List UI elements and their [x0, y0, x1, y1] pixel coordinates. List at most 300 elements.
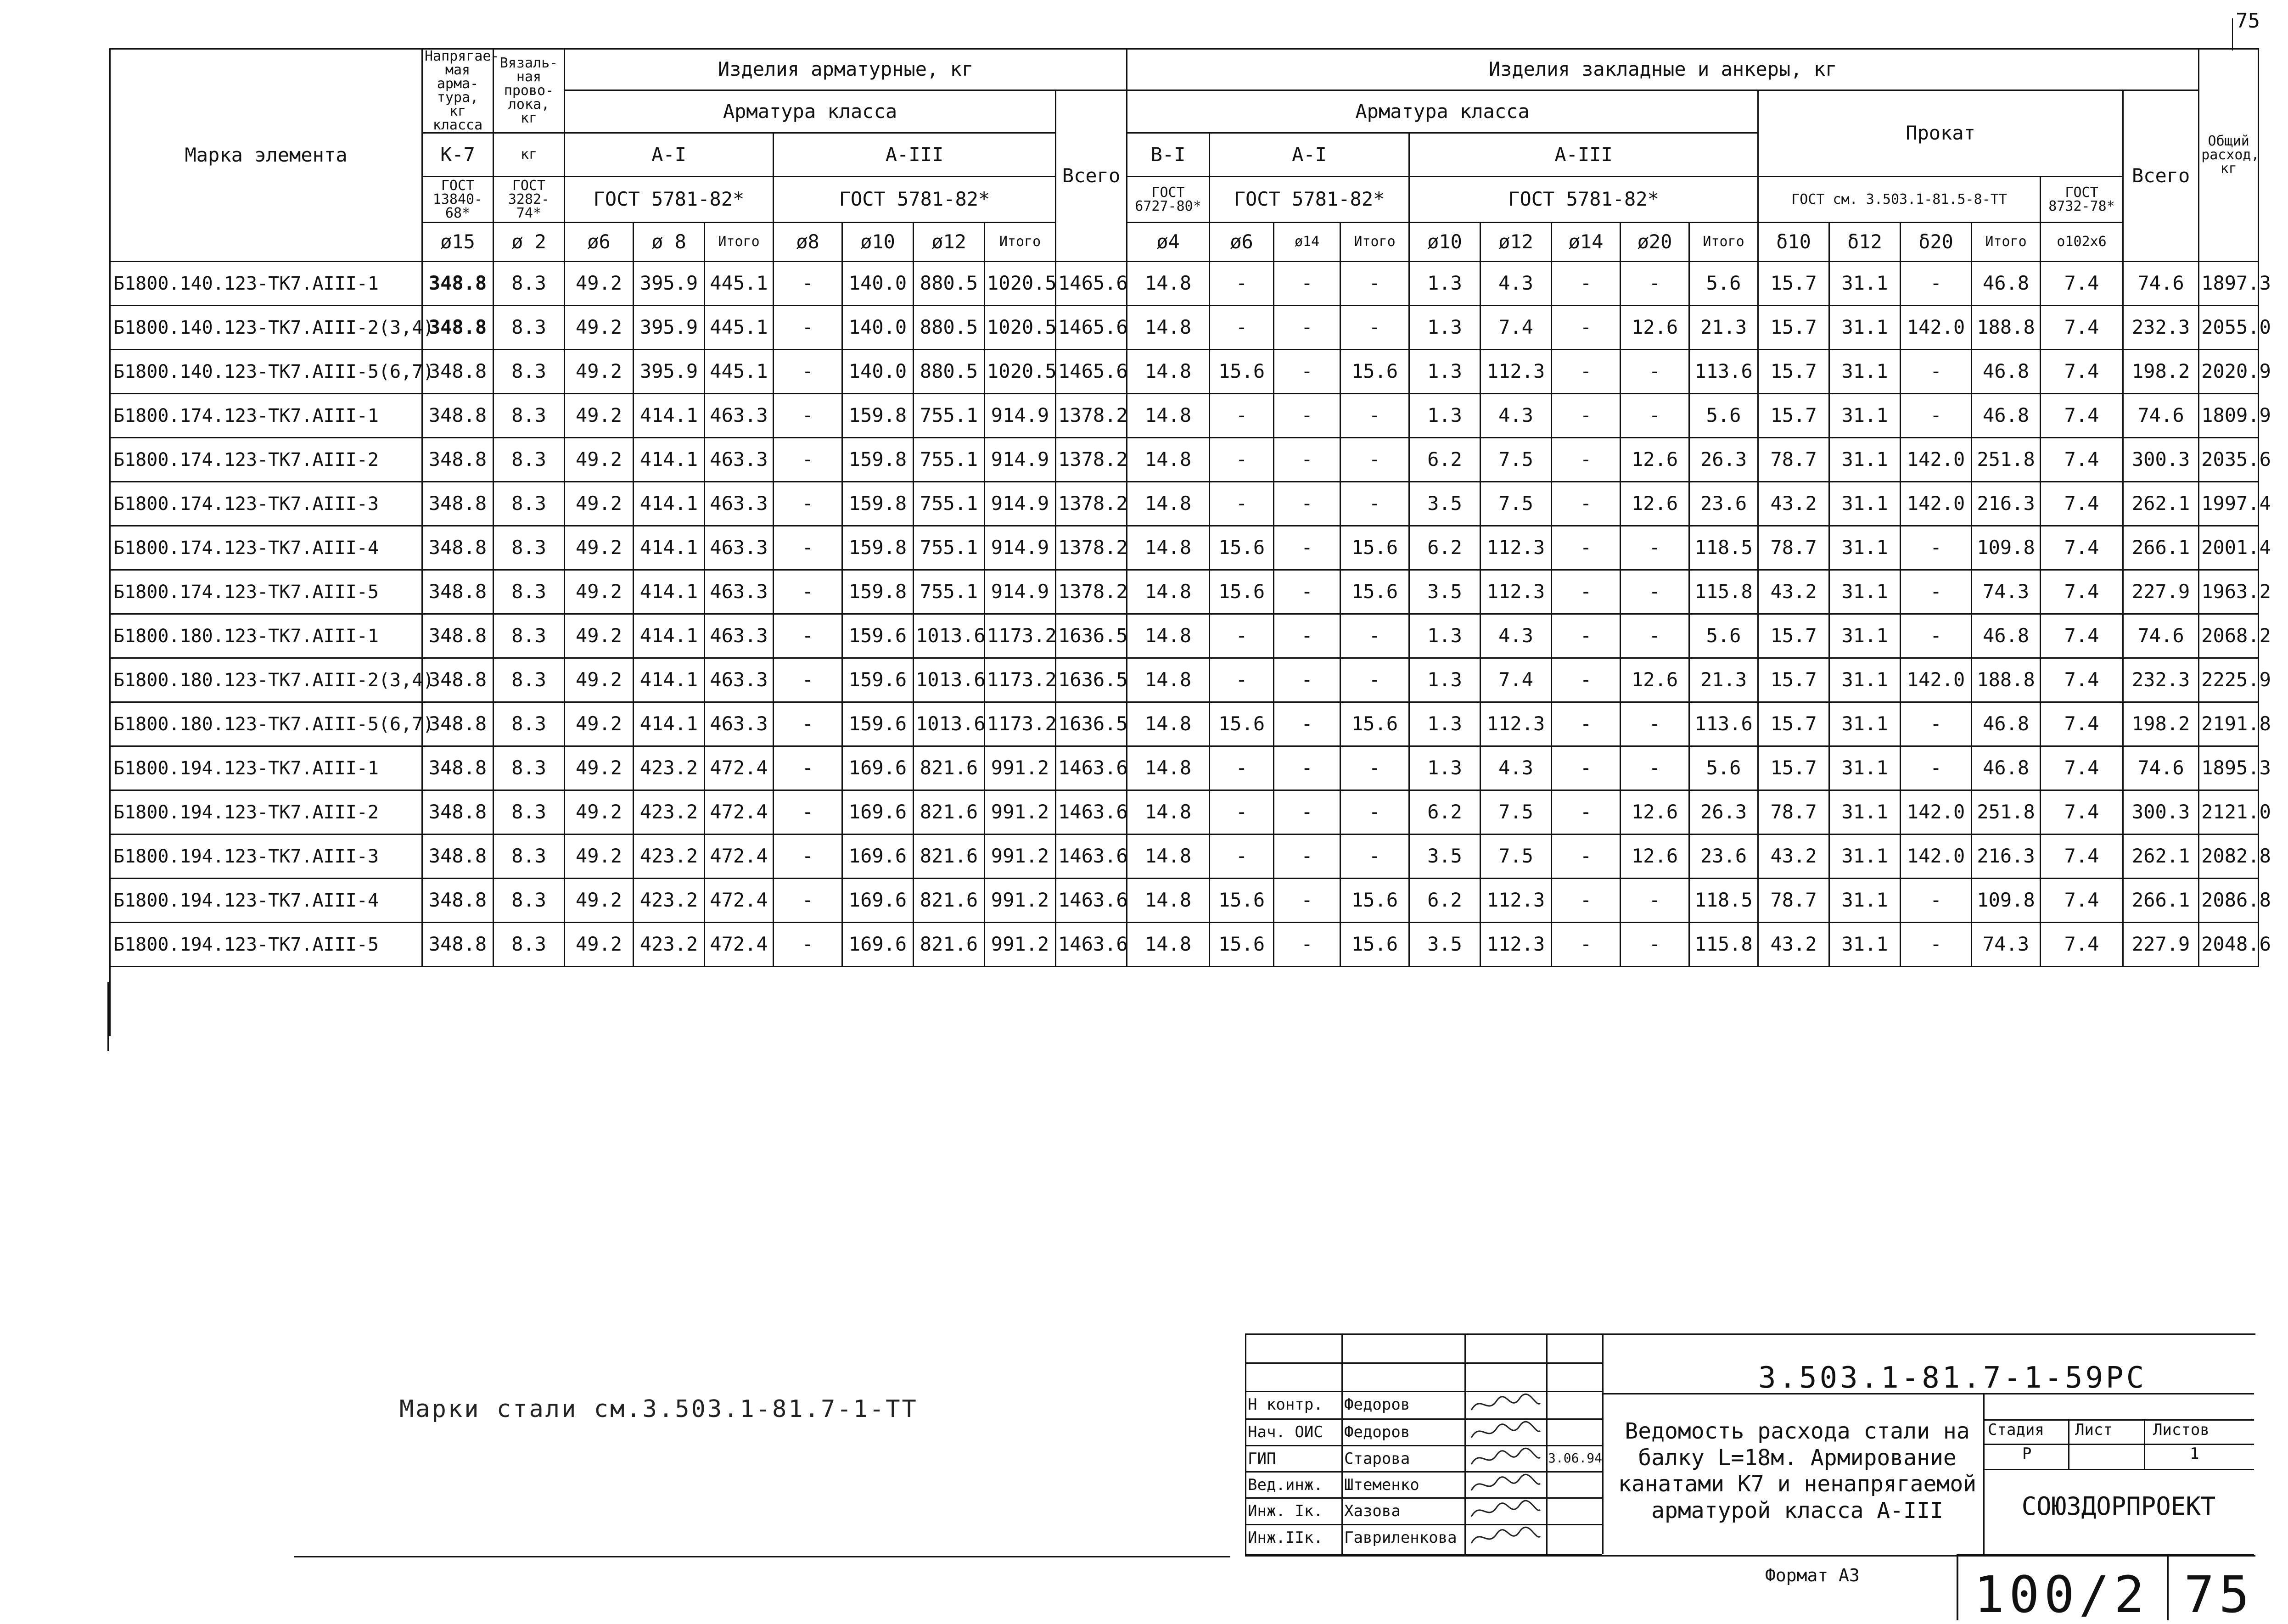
value-cell: 21.3	[1689, 306, 1758, 350]
value-cell: 198.2	[2123, 702, 2199, 746]
value-cell: 159.6	[842, 658, 914, 702]
value-cell: 8.3	[493, 746, 565, 790]
value-cell: 49.2	[565, 394, 634, 438]
empty-cell	[2199, 967, 2259, 1036]
value-cell: -	[1621, 350, 1689, 394]
value-cell: -	[1621, 923, 1689, 967]
header-a3: А-III	[774, 133, 1056, 177]
value-cell: 46.8	[1972, 614, 2041, 658]
value-cell: -	[1901, 879, 1972, 923]
value-cell: 15.6	[1210, 702, 1274, 746]
value-cell: 46.8	[1972, 746, 2041, 790]
value-cell: 1.3	[1409, 262, 1480, 306]
table-row	[110, 834, 2259, 879]
value-cell: 7.4	[2041, 350, 2123, 394]
value-cell: 14.8	[1127, 570, 1210, 614]
value-cell: 1897.3	[2199, 262, 2259, 306]
value-cell: 142.0	[1901, 438, 1972, 482]
value-cell: 8.3	[493, 262, 565, 306]
value-cell: 31.1	[1829, 746, 1901, 790]
header-gost-b1: ГОСТ 6727-80*	[1127, 177, 1210, 223]
value-cell: -	[774, 394, 842, 438]
value-cell: -	[1552, 438, 1621, 482]
value-cell: 142.0	[1901, 790, 1972, 834]
title-block-line	[1245, 1524, 1602, 1525]
value-cell: 49.2	[565, 746, 634, 790]
empty-cell	[985, 967, 1056, 1036]
value-cell: -	[1274, 879, 1340, 923]
value-cell: 43.2	[1758, 923, 1829, 967]
value-cell: -	[1210, 746, 1274, 790]
value-cell: -	[1274, 658, 1340, 702]
empty-cell	[2123, 967, 2199, 1036]
role-label: Инж.IIк.	[1248, 1529, 1323, 1547]
value-cell: 3.5	[1409, 834, 1480, 879]
value-cell: 463.3	[705, 614, 774, 658]
value-cell: 6.2	[1409, 879, 1480, 923]
value-cell: -	[774, 262, 842, 306]
value-cell: 15.7	[1758, 658, 1829, 702]
empty-cell	[1127, 967, 1210, 1036]
header-diameter: ø6	[565, 223, 634, 262]
header-gost-a3: ГОСТ 5781-82*	[774, 177, 1056, 223]
value-cell: -	[1210, 262, 1274, 306]
value-cell: 169.6	[842, 923, 914, 967]
stage-label: Стадия	[1988, 1421, 2044, 1439]
title-block-line	[2068, 1419, 2069, 1469]
table-row	[110, 658, 2259, 702]
value-cell: 216.3	[1972, 482, 2041, 526]
value-cell: 348.8	[422, 350, 493, 394]
value-cell: 49.2	[565, 879, 634, 923]
value-cell: -	[1274, 834, 1340, 879]
header-diameter: ø15	[422, 223, 493, 262]
value-cell: 14.8	[1127, 790, 1210, 834]
value-cell: 49.2	[565, 658, 634, 702]
value-cell: 423.2	[634, 923, 705, 967]
value-cell: 15.6	[1210, 923, 1274, 967]
value-cell: 7.4	[2041, 658, 2123, 702]
element-mark-cell: Б1800.174.123-ТК7.AIII-2	[110, 438, 422, 482]
value-cell: -	[1552, 394, 1621, 438]
value-cell: 46.8	[1972, 394, 2041, 438]
value-cell: 3.5	[1409, 570, 1480, 614]
steel-consumption-table	[109, 48, 2271, 1036]
empty-cell	[110, 967, 422, 1036]
value-cell: 8.3	[493, 570, 565, 614]
page-number: 75	[2236, 9, 2260, 33]
value-cell: 472.4	[705, 746, 774, 790]
value-cell: -	[1621, 262, 1689, 306]
value-cell: -	[1274, 746, 1340, 790]
value-cell: 348.8	[422, 923, 493, 967]
value-cell: 140.0	[842, 350, 914, 394]
value-cell: -	[1552, 482, 1621, 526]
document-number: 3.503.1-81.7-1-59РС	[1758, 1361, 2147, 1395]
value-cell: -	[1274, 702, 1340, 746]
value-cell: 7.4	[2041, 834, 2123, 879]
value-cell: 78.7	[1758, 526, 1829, 570]
value-cell: 14.8	[1127, 350, 1210, 394]
element-mark-cell: Б1800.140.123-ТК7.AIII-1	[110, 262, 422, 306]
value-cell: 8.3	[493, 790, 565, 834]
value-cell: 14.8	[1127, 923, 1210, 967]
value-cell: 5.6	[1689, 614, 1758, 658]
value-cell: 755.1	[914, 526, 985, 570]
value-cell: -	[1340, 834, 1409, 879]
header-gost-k7: ГОСТ 13840-68*	[422, 177, 493, 223]
value-cell: -	[1340, 790, 1409, 834]
value-cell: 1378.2	[1056, 482, 1127, 526]
value-cell: 1.3	[1409, 350, 1480, 394]
element-mark-cell: Б1800.180.123-ТК7.AIII-2(3,4)	[110, 658, 422, 702]
sheet-label: Лист	[2075, 1421, 2113, 1439]
element-mark-cell: Б1800.194.123-ТК7.AIII-5	[110, 923, 422, 967]
header-diameter: ø10	[1409, 223, 1480, 262]
value-cell: 821.6	[914, 790, 985, 834]
title-block-line	[1245, 1554, 1602, 1555]
value-cell: -	[1274, 306, 1340, 350]
value-cell: -	[1340, 306, 1409, 350]
value-cell: 112.3	[1480, 923, 1552, 967]
value-cell: 15.6	[1210, 350, 1274, 394]
table-row	[110, 262, 2259, 306]
table-left-border-extension	[107, 982, 109, 1051]
person-name: Гавриленкова	[1344, 1529, 1457, 1547]
value-cell: -	[1552, 923, 1621, 967]
value-cell: 188.8	[1972, 306, 2041, 350]
value-cell: 31.1	[1829, 702, 1901, 746]
value-cell: 113.6	[1689, 702, 1758, 746]
value-cell: 169.6	[842, 879, 914, 923]
value-cell: 472.4	[705, 879, 774, 923]
signature-date: 3.06.94	[1548, 1450, 1603, 1466]
value-cell: -	[1901, 394, 1972, 438]
element-mark-cell: Б1800.194.123-ТК7.AIII-4	[110, 879, 422, 923]
value-cell: 7.4	[2041, 614, 2123, 658]
value-cell: 8.3	[493, 658, 565, 702]
value-cell: 463.3	[705, 702, 774, 746]
empty-cell	[1972, 967, 2041, 1036]
value-cell: 2055.0	[2199, 306, 2259, 350]
value-cell: -	[1621, 702, 1689, 746]
header-gost-8732: ГОСТ 8732-78*	[2041, 177, 2123, 223]
header-a3-embed: А-III	[1409, 133, 1758, 177]
value-cell: 8.3	[493, 482, 565, 526]
value-cell: -	[774, 526, 842, 570]
value-cell: 414.1	[634, 570, 705, 614]
header-prestress: Напрягае-мая арма-тура, кг класса	[422, 49, 493, 133]
value-cell: 445.1	[705, 262, 774, 306]
value-cell: 15.6	[1340, 879, 1409, 923]
value-cell: 348.8	[422, 614, 493, 658]
value-cell: 414.1	[634, 658, 705, 702]
value-cell: 74.6	[2123, 614, 2199, 658]
title-block-line	[1245, 1418, 1602, 1420]
value-cell: 74.3	[1972, 570, 2041, 614]
value-cell: -	[1901, 570, 1972, 614]
value-cell: 159.6	[842, 702, 914, 746]
value-cell: 414.1	[634, 614, 705, 658]
sheet-title: Ведомость расхода стали на балку L=18м. Армирование канатами К7 и ненапрягаемой арматурой класса А-III	[1618, 1418, 1977, 1523]
sheets-value: 1	[2190, 1445, 2199, 1463]
value-cell: 1463.6	[1056, 834, 1127, 879]
person-name: Федоров	[1344, 1423, 1410, 1441]
value-cell: 348.8	[422, 482, 493, 526]
value-cell: 880.5	[914, 262, 985, 306]
empty-cell	[842, 967, 914, 1036]
value-cell: 49.2	[565, 306, 634, 350]
value-cell: 31.1	[1829, 482, 1901, 526]
stage-value: Р	[2022, 1445, 2032, 1463]
value-cell: 1636.5	[1056, 658, 1127, 702]
header-reinforcing-products: Изделия арматурные, кг	[565, 49, 1127, 90]
value-cell: 7.4	[2041, 570, 2123, 614]
value-cell: -	[1274, 923, 1340, 967]
value-cell: -	[774, 790, 842, 834]
value-cell: 49.2	[565, 482, 634, 526]
header-b1: В-I	[1127, 133, 1210, 177]
value-cell: -	[1901, 923, 1972, 967]
value-cell: -	[774, 658, 842, 702]
value-cell: -	[774, 746, 842, 790]
value-cell: 414.1	[634, 702, 705, 746]
header-diameter: ø20	[1621, 223, 1689, 262]
value-cell: -	[1210, 790, 1274, 834]
empty-cell	[774, 967, 842, 1036]
value-cell: 300.3	[2123, 790, 2199, 834]
value-cell: 227.9	[2123, 570, 2199, 614]
value-cell: -	[1621, 614, 1689, 658]
value-cell: 7.4	[2041, 790, 2123, 834]
value-cell: -	[1621, 394, 1689, 438]
value-cell: 113.6	[1689, 350, 1758, 394]
value-cell: 821.6	[914, 923, 985, 967]
value-cell: 991.2	[985, 746, 1056, 790]
value-cell: 445.1	[705, 306, 774, 350]
value-cell: 348.8	[422, 438, 493, 482]
value-cell: 49.2	[565, 614, 634, 658]
value-cell: 463.3	[705, 570, 774, 614]
value-cell: 755.1	[914, 394, 985, 438]
value-cell: -	[1901, 614, 1972, 658]
value-cell: 31.1	[1829, 526, 1901, 570]
value-cell: 115.8	[1689, 923, 1758, 967]
value-cell: 14.8	[1127, 746, 1210, 790]
value-cell: 395.9	[634, 306, 705, 350]
value-cell: 43.2	[1758, 570, 1829, 614]
value-cell: 7.4	[2041, 879, 2123, 923]
value-cell: 395.9	[634, 262, 705, 306]
value-cell: 169.6	[842, 790, 914, 834]
value-cell: 8.3	[493, 614, 565, 658]
value-cell: -	[1274, 570, 1340, 614]
value-cell: -	[1274, 790, 1340, 834]
table-row	[110, 702, 2259, 746]
value-cell: -	[1274, 526, 1340, 570]
value-cell: 4.3	[1480, 262, 1552, 306]
element-mark-cell: Б1800.194.123-ТК7.AIII-1	[110, 746, 422, 790]
value-cell: 1.3	[1409, 614, 1480, 658]
value-cell: 1378.2	[1056, 394, 1127, 438]
value-cell: 169.6	[842, 746, 914, 790]
page-number-tick	[2232, 18, 2233, 50]
value-cell: 2001.4	[2199, 526, 2259, 570]
value-cell: 159.6	[842, 614, 914, 658]
value-cell: 348.8	[422, 879, 493, 923]
value-cell: 8.3	[493, 394, 565, 438]
value-cell: -	[1552, 526, 1621, 570]
value-cell: 14.8	[1127, 834, 1210, 879]
value-cell: 7.5	[1480, 482, 1552, 526]
empty-cell	[1689, 967, 1758, 1036]
header-a1: А-I	[565, 133, 774, 177]
value-cell: 142.0	[1901, 658, 1972, 702]
value-cell: 15.6	[1340, 702, 1409, 746]
value-cell: 15.6	[1340, 350, 1409, 394]
sheet-number-frame	[1957, 1554, 1958, 1620]
value-cell: 755.1	[914, 482, 985, 526]
header-kg: кг	[493, 133, 565, 177]
table-row	[110, 394, 2259, 438]
value-cell: 1020.5	[985, 262, 1056, 306]
value-cell: -	[1340, 394, 1409, 438]
value-cell: 991.2	[985, 790, 1056, 834]
value-cell: 914.9	[985, 482, 1056, 526]
empty-cell	[914, 967, 985, 1036]
value-cell: 74.6	[2123, 746, 2199, 790]
value-cell: 8.3	[493, 306, 565, 350]
header-tie-wire: Вязаль-ная прово-лока, кг	[493, 49, 565, 133]
value-cell: 6.2	[1409, 438, 1480, 482]
value-cell: 7.4	[2041, 746, 2123, 790]
value-cell: -	[774, 306, 842, 350]
value-cell: 15.7	[1758, 702, 1829, 746]
title-block-line	[1245, 1391, 1602, 1392]
value-cell: 414.1	[634, 394, 705, 438]
table-row	[110, 350, 2259, 394]
value-cell: -	[774, 570, 842, 614]
value-cell: 49.2	[565, 262, 634, 306]
header-gost-a3-embed: ГОСТ 5781-82*	[1409, 177, 1758, 223]
value-cell: 348.8	[422, 526, 493, 570]
header-diameter: ø 2	[493, 223, 565, 262]
value-cell: 112.3	[1480, 526, 1552, 570]
value-cell: 31.1	[1829, 879, 1901, 923]
value-cell: -	[1274, 482, 1340, 526]
value-cell: 140.0	[842, 306, 914, 350]
value-cell: 423.2	[634, 746, 705, 790]
value-cell: 348.8	[422, 790, 493, 834]
value-cell: 348.8	[422, 834, 493, 879]
role-label: Н контр.	[1248, 1395, 1323, 1414]
value-cell: -	[1552, 350, 1621, 394]
value-cell: 31.1	[1829, 262, 1901, 306]
value-cell: 7.5	[1480, 438, 1552, 482]
person-name: Старова	[1344, 1450, 1410, 1468]
header-a1-embed: А-I	[1210, 133, 1409, 177]
element-mark-cell: Б1800.194.123-ТК7.AIII-2	[110, 790, 422, 834]
value-cell: 109.8	[1972, 879, 2041, 923]
element-mark-cell: Б1800.174.123-ТК7.AIII-4	[110, 526, 422, 570]
value-cell: 300.3	[2123, 438, 2199, 482]
value-cell: 8.3	[493, 834, 565, 879]
value-cell: 15.7	[1758, 262, 1829, 306]
value-cell: 1997.4	[2199, 482, 2259, 526]
value-cell: 26.3	[1689, 790, 1758, 834]
empty-cell	[1901, 967, 1972, 1036]
title-block-line	[1464, 1333, 1466, 1554]
empty-row	[110, 967, 2259, 1036]
header-diameter: ø12	[914, 223, 985, 262]
value-cell: 4.3	[1480, 614, 1552, 658]
value-cell: 8.3	[493, 702, 565, 746]
value-cell: 914.9	[985, 438, 1056, 482]
value-cell: 112.3	[1480, 879, 1552, 923]
value-cell: 251.8	[1972, 790, 2041, 834]
value-cell: 1.3	[1409, 658, 1480, 702]
empty-cell	[565, 967, 634, 1036]
value-cell: 31.1	[1829, 394, 1901, 438]
value-cell: 395.9	[634, 350, 705, 394]
value-cell: -	[774, 438, 842, 482]
value-cell: 2020.9	[2199, 350, 2259, 394]
value-cell: 14.8	[1127, 526, 1210, 570]
header-rebar-class: Арматура класса	[565, 90, 1056, 133]
value-cell: 49.2	[565, 570, 634, 614]
value-cell: 31.1	[1829, 570, 1901, 614]
value-cell: 159.8	[842, 570, 914, 614]
value-cell: 227.9	[2123, 923, 2199, 967]
frame-bottom-line	[294, 1556, 1230, 1557]
header-rebar-class-embed: Арматура класса	[1127, 90, 1758, 133]
value-cell: 2068.2	[2199, 614, 2259, 658]
value-cell: 31.1	[1829, 438, 1901, 482]
empty-cell	[1552, 967, 1621, 1036]
value-cell: 112.3	[1480, 350, 1552, 394]
value-cell: 914.9	[985, 570, 1056, 614]
empty-cell	[1621, 967, 1689, 1036]
title-block-line	[1341, 1333, 1343, 1554]
value-cell: 266.1	[2123, 879, 2199, 923]
value-cell: 1465.6	[1056, 306, 1127, 350]
sheets-label: Листов	[2153, 1421, 2209, 1439]
table-row	[110, 570, 2259, 614]
value-cell: 46.8	[1972, 350, 2041, 394]
steel-grades-note: Марки стали см.3.503.1-81.7-1-ТТ	[399, 1395, 918, 1423]
title-block-line	[1245, 1333, 2254, 1335]
value-cell: 6.2	[1409, 526, 1480, 570]
header-gost-rolled: ГОСТ см. 3.503.1-81.5-8-ТТ	[1758, 177, 2041, 223]
value-cell: -	[1274, 262, 1340, 306]
value-cell: 1013.6	[914, 614, 985, 658]
value-cell: 2121.0	[2199, 790, 2259, 834]
element-mark-cell: Б1800.180.123-ТК7.AIII-5(6,7)	[110, 702, 422, 746]
value-cell: 472.4	[705, 923, 774, 967]
value-cell: 14.8	[1127, 879, 1210, 923]
value-cell: 880.5	[914, 306, 985, 350]
value-cell: 7.4	[2041, 923, 2123, 967]
value-cell: 2086.8	[2199, 879, 2259, 923]
value-cell: 1173.2	[985, 702, 1056, 746]
header-subtotal: Итого	[1972, 223, 2041, 262]
value-cell: 7.4	[2041, 526, 2123, 570]
value-cell: 46.8	[1972, 262, 2041, 306]
element-mark-cell: Б1800.180.123-ТК7.AIII-1	[110, 614, 422, 658]
value-cell: 109.8	[1972, 526, 2041, 570]
value-cell: -	[1340, 262, 1409, 306]
value-cell: -	[1621, 746, 1689, 790]
